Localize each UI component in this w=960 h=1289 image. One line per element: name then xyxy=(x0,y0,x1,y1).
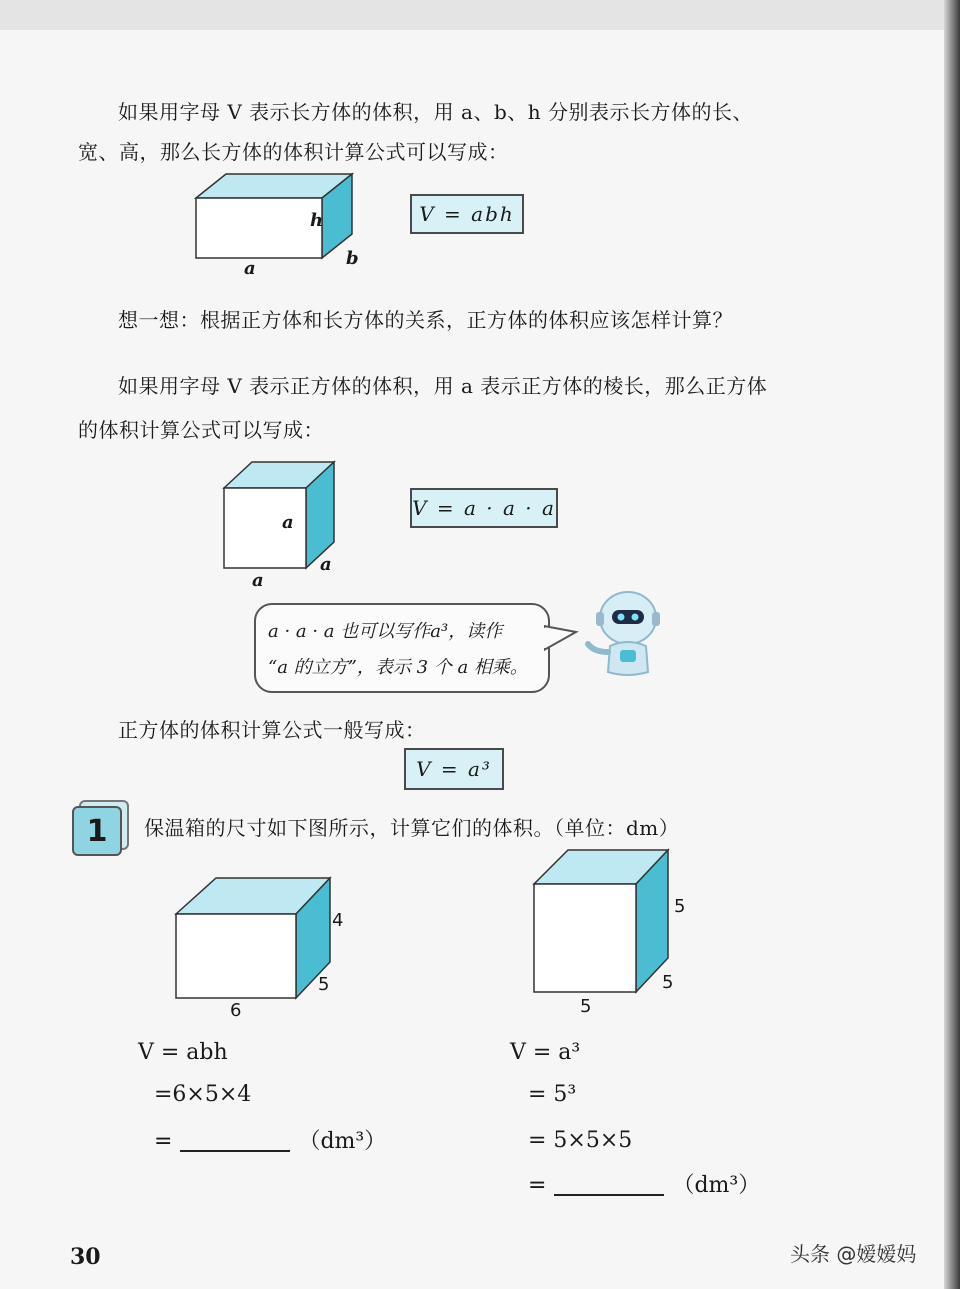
page-number: 30 xyxy=(70,1244,101,1270)
calc1-unit: （dm³） xyxy=(298,1129,387,1154)
para1-line2: 宽、高，那么长方体的体积计算公式可以写成： xyxy=(78,140,509,164)
formula-cuboid-box: V = abh xyxy=(410,194,524,234)
para1-line1: 如果用字母 V 表示长方体的体积，用 a、b、h 分别表示长方体的长、 xyxy=(118,100,753,124)
box1-length-label: 6 xyxy=(230,1000,242,1021)
cuboid-label-h: h xyxy=(310,210,324,231)
calc2-line2: = 5³ xyxy=(528,1082,577,1107)
formula-general-box: V = a³ xyxy=(404,748,504,790)
box2-side-label: 5 xyxy=(662,972,674,993)
calc1-line1: V = abh xyxy=(138,1040,228,1065)
general-formula-text: 正方体的体积计算公式一般写成： xyxy=(118,718,426,742)
calc1-answer-blank[interactable] xyxy=(180,1150,290,1152)
box1-width-label: 5 xyxy=(318,974,330,995)
think-prompt: 想一想：根据正方体和长方体的关系，正方体的体积应该怎样计算？ xyxy=(118,308,733,332)
cuboid-label-a: a xyxy=(244,258,257,279)
cube-label-a-side: a xyxy=(320,554,333,575)
cube-label-a-front: a xyxy=(282,512,295,533)
box1-height-label: 4 xyxy=(332,910,344,931)
cuboid-label-b: b xyxy=(346,248,360,269)
exercise-cube-figure xyxy=(528,846,678,998)
para2-line1: 如果用字母 V 表示正方体的体积，用 a 表示正方体的棱长，那么正方体 xyxy=(118,374,768,398)
para2-line2: 的体积计算公式可以写成： xyxy=(78,418,324,442)
calc2-answer-blank[interactable] xyxy=(554,1194,664,1196)
watermark-text: 头条 @嫒嫒妈 xyxy=(790,1242,917,1266)
calc1-equals: = xyxy=(154,1129,173,1154)
book-binding-edge xyxy=(944,0,960,1289)
bubble-line2: “a 的立方”，表示 3 个 a 相乘。 xyxy=(268,657,528,678)
box2-height-label: 5 xyxy=(674,896,686,917)
robot-mascot-icon xyxy=(580,586,670,678)
cube-label-a-bottom: a xyxy=(252,570,265,591)
formula-cube-box: V = a · a · a xyxy=(410,488,558,528)
bubble-line1: a · a · a 也可以写作a³，读作 xyxy=(268,621,503,642)
calc1-line3 xyxy=(154,1124,386,1155)
box2-bottom-label: 5 xyxy=(580,996,592,1017)
bubble-tail xyxy=(544,622,580,658)
calc2-line3: = 5×5×5 xyxy=(528,1128,633,1153)
calc2-line4 xyxy=(528,1168,760,1199)
calc2-unit: （dm³） xyxy=(672,1173,761,1198)
calc1-line2: =6×5×4 xyxy=(154,1082,252,1107)
speech-bubble xyxy=(254,603,550,693)
exercise-prompt: 保温箱的尺寸如下图所示，计算它们的体积。（单位：dm） xyxy=(144,816,680,840)
calc2-equals: = xyxy=(528,1173,547,1198)
calc2-line1: V = a³ xyxy=(510,1040,581,1065)
exercise-number-badge: 1 xyxy=(72,806,122,856)
